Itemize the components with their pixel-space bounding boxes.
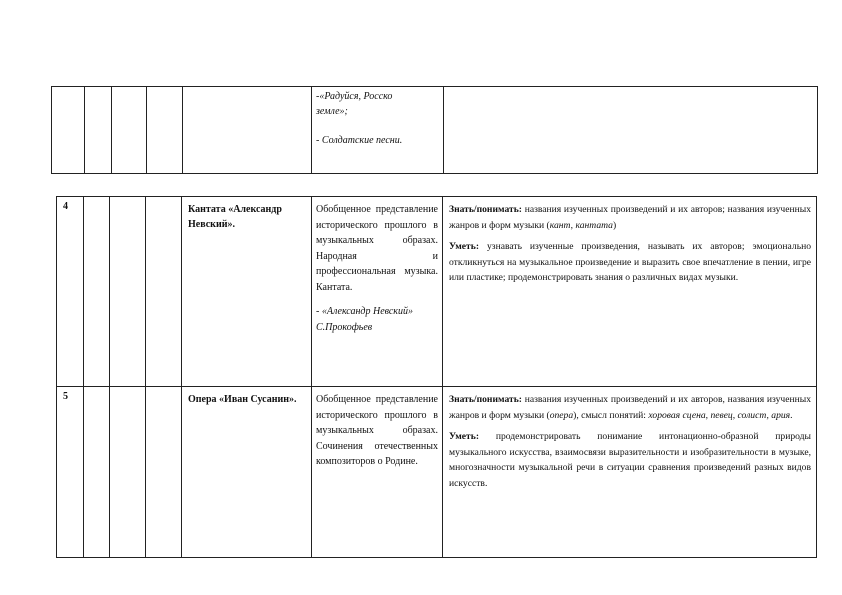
requirement-can — [449, 239, 811, 286]
table-row — [52, 87, 818, 174]
know-end: ) — [612, 219, 617, 231]
know-terms: хоровая сцена, певец, солист, ария — [648, 409, 791, 421]
date-plan-cell — [112, 87, 147, 174]
requirement-know — [449, 202, 811, 233]
know-mid: ), смысл понятий: — [573, 409, 649, 421]
lesson-title: Опера «Иван Сусанин». — [182, 387, 312, 558]
hours-cell — [84, 197, 110, 387]
lesson-title: Кантата «Александр Невский». — [182, 197, 312, 387]
hours-cell — [84, 387, 110, 558]
date-plan-cell — [110, 387, 146, 558]
requirements-cell — [443, 197, 817, 387]
lesson-number: 4 — [57, 197, 84, 387]
content-work: - «Александр Невский» С.Прокофьев — [316, 306, 413, 333]
content-line: - Солдатские песни. — [316, 135, 403, 146]
know-text: названия изученных произведений и их авторов, названия изученных жанров и форм музыки ( — [449, 394, 811, 421]
content-line: -«Радуйся, Росско — [316, 91, 393, 102]
know-text: названия изученных произведений и их авторов; названия изученных жанров и форм музыки ( — [449, 204, 811, 231]
know-label: Знать/понимать: — [449, 394, 522, 405]
requirements-cell — [444, 87, 818, 174]
date-fact-cell — [146, 387, 182, 558]
table-row — [57, 197, 817, 387]
date-plan-cell — [110, 197, 146, 387]
requirements-cell — [443, 387, 817, 558]
content-cell — [312, 87, 444, 174]
content-text: Обобщенное представление исторического прошлого в музыкальных образах. Сочинения отечественных композиторов о Родине. — [316, 394, 438, 467]
lesson-number: 5 — [57, 387, 84, 558]
content-text: Обобщенное представление исторического прошлого в музыкальных образах. Народная и профессиональная музыка. Кантата. — [316, 204, 438, 293]
number-cell — [52, 87, 85, 174]
date-fact-cell — [146, 197, 182, 387]
requirement-know — [449, 392, 811, 423]
table-lessons — [56, 196, 817, 558]
content-line: земле»; — [316, 106, 348, 117]
can-label: Уметь: — [449, 241, 480, 252]
hours-cell — [85, 87, 112, 174]
requirement-can — [449, 429, 811, 491]
know-end: . — [790, 409, 793, 421]
can-text: продемонстрировать понимание интонационно-образной природы музыкального искусства, взаимосвязи выразительности и изобразительности в музыке, многозначности музыкальной речи в ситуации сравнения произведений разных видов искусств. — [449, 431, 811, 489]
know-genres: опера — [549, 409, 574, 421]
title-cell — [183, 87, 312, 174]
can-text: узнавать изученные произведения, называть их авторов; эмоционально откликнуться на музыкальное произведение и выразить свое впечатление в пении, игре или пластике; продемонстрировать знания о различных видах музыки. — [449, 241, 811, 283]
content-cell — [312, 197, 443, 387]
table-continuation — [51, 86, 818, 174]
know-genres: кант, кантата — [549, 219, 613, 231]
table-row — [57, 387, 817, 558]
know-label: Знать/понимать: — [449, 204, 522, 215]
content-cell — [312, 387, 443, 558]
can-label: Уметь: — [449, 431, 480, 442]
date-fact-cell — [147, 87, 183, 174]
